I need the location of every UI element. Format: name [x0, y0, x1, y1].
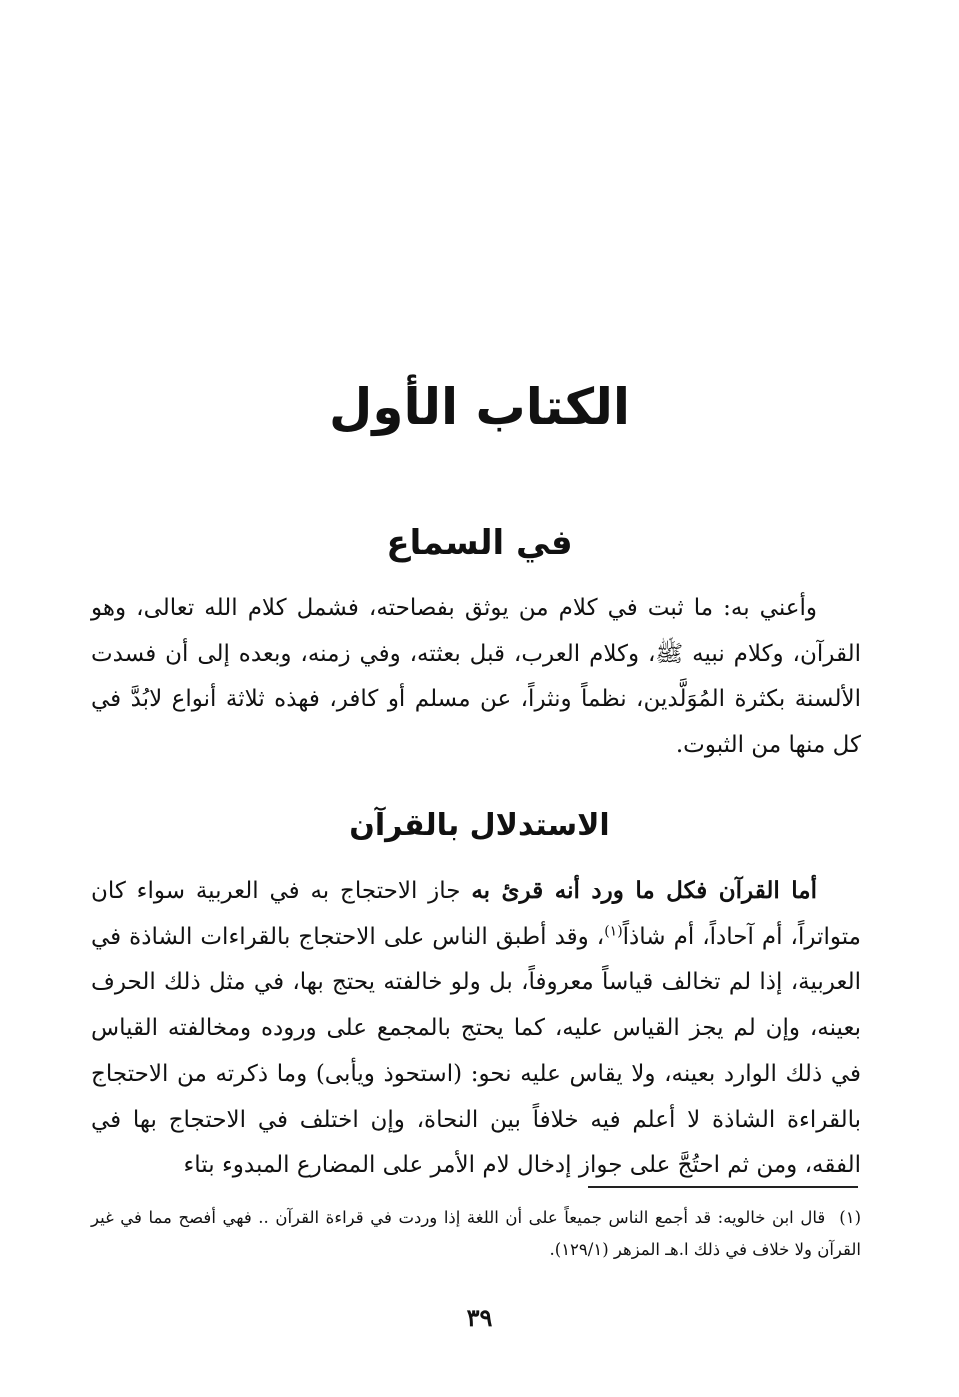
paragraph-sama [91, 586, 861, 768]
paragraph-body-part2: ، وقد أطبق الناس على الاحتجاج بالقراءات الشاذة في العربية، إذا لم تخالف قياساً معروفاً، بل ولو خالفته يحتج بها، في مثل ذلك الحرف بعينه، وإن لم يجز القياس عليه، كما يحتج بالمجمع على وروده ومخالفته القياس في ذلك الوارد بعينه، ولا يقاس عليه نحو: (استحوذ ويأبى) وما ذكرته من الاحتجاج بالقراءة الشاذة لا أعلم فيه خلافاً بين النحاة، وإن اختلف في الاحتجاج بها في الفقه، ومن ثم احتُجَّ على جواز إدخال لام الأمر على المضارع المبدوء بتاء [91, 923, 861, 1179]
section-title: في السماع [386, 523, 573, 563]
footnote [91, 1202, 861, 1266]
paragraph-first-word: وأعني [759, 595, 817, 621]
book-title: الكتاب الأول [329, 378, 630, 436]
paragraph-lead: أما القرآن فكل ما ورد أنه قرئ به [471, 877, 817, 904]
footnote-text: قال ابن خالويه: قد أجمع الناس جميعاً على أن اللغة إذا وردت في قراءة القرآن .. فهي أفصح مما في غير القرآن ولا خلاف في ذلك ا.هـ المزهر (١٢٩/١). [91, 1208, 861, 1259]
subtitle-quran: الاستدلال بالقرآن [349, 808, 610, 843]
paragraph-body: به: ما ثبت في كلام من يوثق بفصاحته، فشمل كلام الله تعالى، وهو القرآن، وكلام نبيه ﷺ، وكلام العرب، قبل بعثته، وفي زمنه، وبعده إلى أن فسدت الألسنة بكثرة المُوَلَّدين، نظماً ونثراً، عن مسلم أو كافر، فهذه ثلاثة أنواع لابُدَّ في كل منها من الثبوت. [91, 595, 861, 758]
page-number: ٣٩ [466, 1303, 493, 1332]
paragraph-body-part1: جاز الاحتجاج به في العربية سواء كان متواتراً، أم آحاداً، أم شاذاً [91, 878, 861, 950]
footnote-reference[interactable]: (١) [604, 923, 623, 940]
paragraph-quran [91, 868, 861, 1189]
footnote-separator [588, 1186, 858, 1188]
footnote-number: (١) [839, 1208, 861, 1227]
